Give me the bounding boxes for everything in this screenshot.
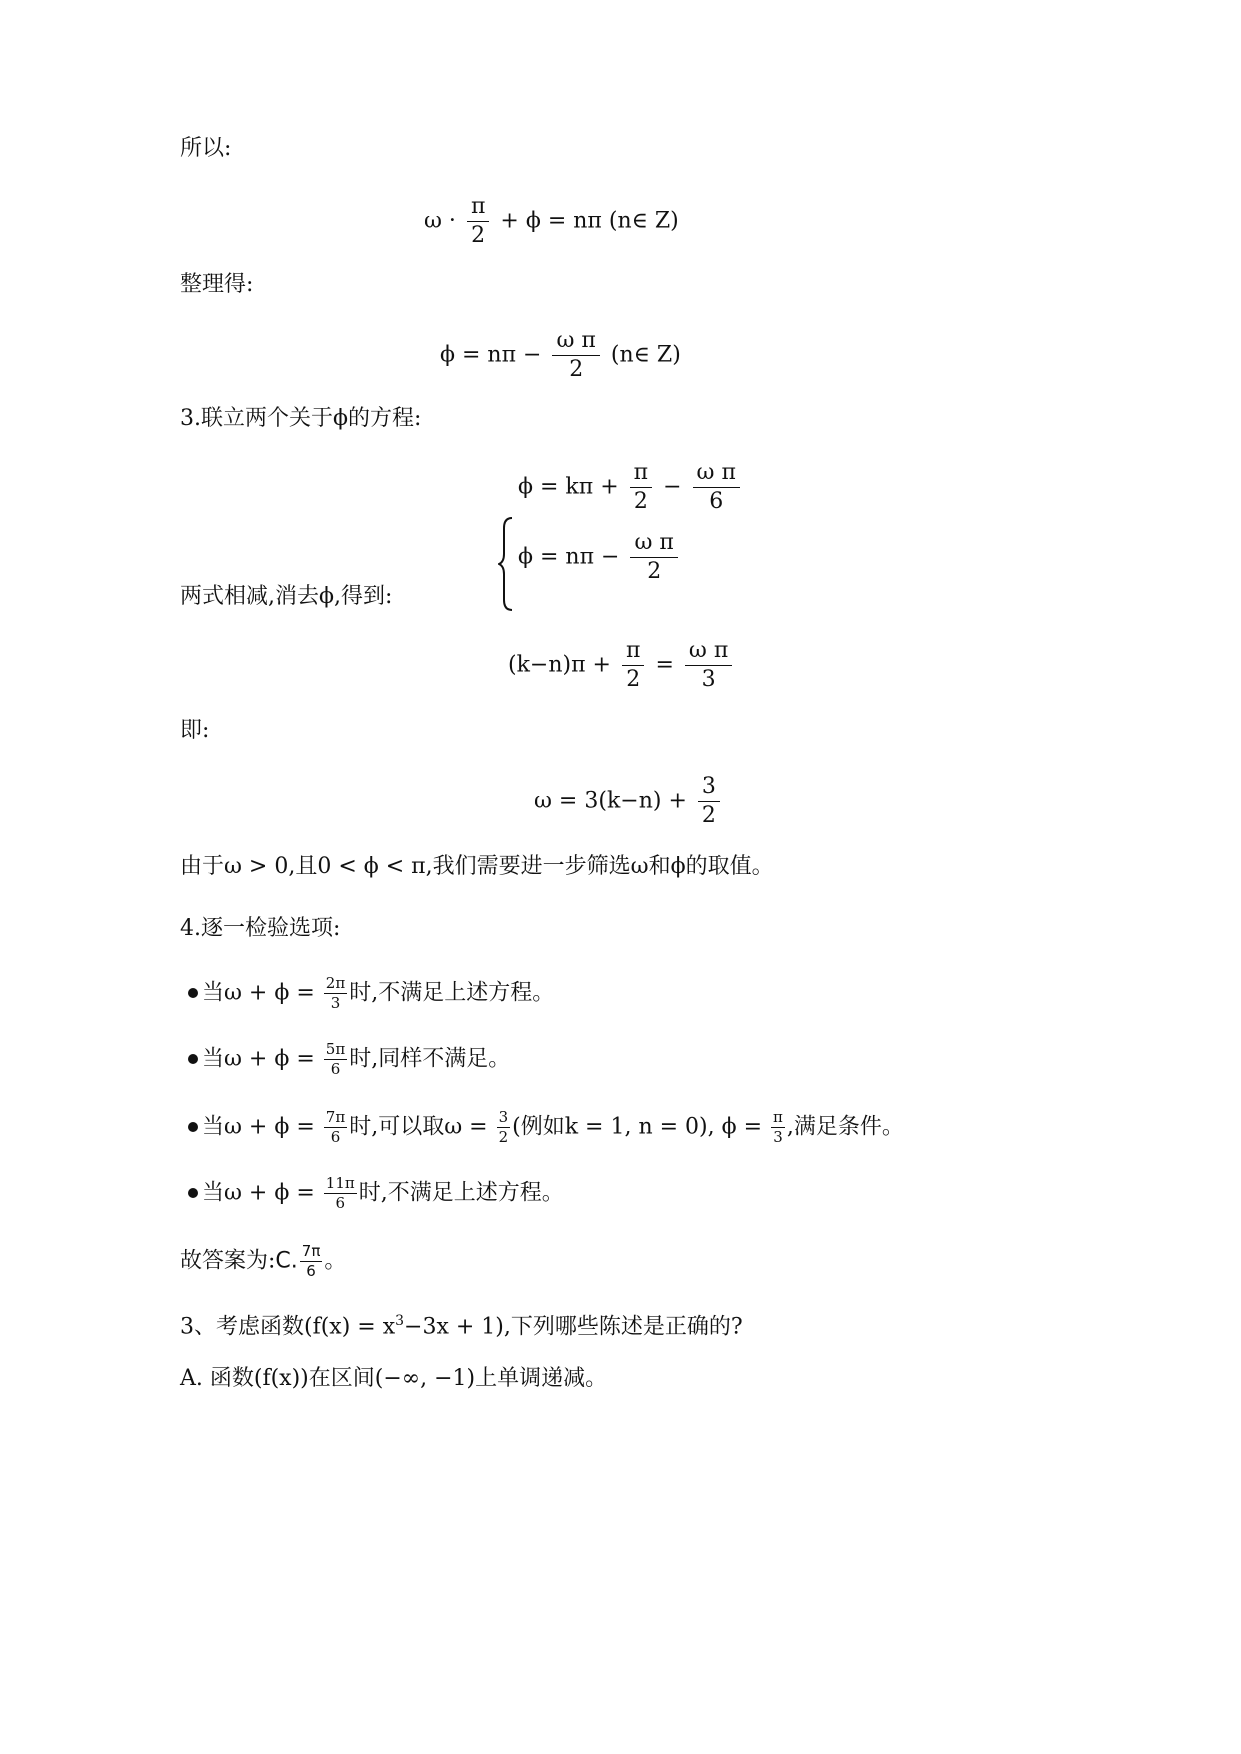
question-3 [180,1306,743,1342]
eq4-left: ω = 3(k−n) + [534,788,687,814]
option-a: A. 函数(f(x))在区间(−∞, −1)上单调递减。 [180,1366,608,1391]
equation-2 [440,330,681,381]
eq1-fraction [467,196,489,247]
bullet3-fraction-2 [497,1110,511,1145]
bullet3-num: 7π [325,1108,346,1126]
system-row2-fraction [630,532,677,583]
bullet1-num: 2π [325,974,346,992]
eq3-left: (k−n)π + [508,652,611,678]
eq4-num: 3 [698,776,720,802]
system-row2-den: 2 [647,559,662,584]
system-row1-den2: 6 [709,489,724,514]
paragraph-youyu: 由于ω > 0,且0 < ϕ < π,我们需要进一步筛选ω和ϕ的取值。 [180,854,774,879]
eq3-fraction-1 [622,640,644,691]
eq1-denominator: 2 [471,223,486,248]
bullet3-fraction-3 [771,1110,785,1145]
paragraph-liangshi: 两式相减,消去ϕ,得到: [180,584,393,609]
bullet3-den2: 2 [498,1128,509,1146]
equation-1 [424,196,679,247]
bullet-item-4 [202,1176,564,1211]
paragraph-zhenglide: 整理得: [180,272,254,297]
system-row1-num2: ω π [693,462,740,488]
answer-fraction [300,1244,323,1279]
bullet4-pre: 当ω + ϕ = [202,1180,315,1206]
answer-end: 。 [324,1248,347,1274]
paragraph-step4: 4.逐一检验选项: [180,916,341,941]
left-brace-icon [498,516,514,612]
q3-rest: −3x + 1),下列哪些陈述是正确的? [404,1314,743,1340]
bullet-dot-icon [188,988,198,998]
bullet-item-1 [202,976,554,1011]
system-row1-den1: 2 [633,489,648,514]
bullet2-pre: 当ω + ϕ = [202,1046,315,1072]
q3-text: 3、考虑函数(f(x) = x [180,1314,396,1340]
bullet3-mid2: (例如k = 1, n = 0), ϕ = [512,1114,763,1140]
answer-option: C. [275,1248,298,1274]
eq3-equals: = [655,652,674,678]
eq2-fraction [552,330,599,381]
bullet4-num: 11π [325,1174,355,1192]
bullet3-num3: π [773,1108,783,1126]
bullet3-num2: 3 [498,1108,509,1126]
eq4-fraction [698,776,720,827]
eq1-numerator: π [467,196,489,222]
bullet4-fraction [324,1176,357,1211]
paragraph-step3: 3.联立两个关于ϕ的方程: [180,406,422,431]
eq2-numerator: ω π [552,330,599,356]
eq3-den2: 3 [701,667,716,692]
bullet3-den3: 3 [773,1128,783,1146]
bullet4-post: 时,不满足上述方程。 [358,1180,564,1206]
answer-den: 6 [306,1262,316,1280]
bullet1-pre: 当ω + ϕ = [202,980,315,1006]
system-row-1 [518,462,744,513]
system-row1-num1: π [630,462,652,488]
eq4-den: 2 [701,803,716,828]
bullet2-den: 6 [330,1060,341,1078]
eq3-num2: ω π [685,640,732,666]
eq3-den1: 2 [626,667,641,692]
bullet-item-3 [202,1110,904,1145]
eq2-left: ϕ = nπ − [440,342,542,368]
bullet3-post: ,满足条件。 [786,1114,904,1140]
bullet-dot-icon [188,1122,198,1132]
system-row-2 [518,532,682,583]
paragraph-suoyi: 所以: [180,136,232,161]
system-row2-left: ϕ = nπ − [518,544,620,570]
bullet-dot-icon [188,1054,198,1064]
bullet2-fraction [324,1042,347,1077]
answer-num: 7π [301,1242,321,1260]
eq3-num1: π [622,640,644,666]
q3-superscript: 3 [395,1313,405,1329]
eq1-rest: + ϕ = nπ (n∈ Z) [500,208,679,234]
eq1-left: ω · [424,208,456,234]
bullet4-den: 6 [335,1194,346,1212]
bullet-item-2 [202,1042,510,1077]
bullet2-num: 5π [325,1040,346,1058]
answer-prefix: 故答案为: [180,1248,276,1274]
eq2-denominator: 2 [569,357,584,382]
bullet2-post: 时,同样不满足。 [349,1046,511,1072]
eq3-fraction-2 [685,640,732,691]
equation-3 [508,640,736,691]
system-row2-num: ω π [630,532,677,558]
bullet1-fraction [324,976,347,1011]
system-row1-left: ϕ = kπ + [518,474,619,500]
system-row1-minus: − [663,474,682,500]
system-row1-fraction-2 [693,462,740,513]
bullet3-den: 6 [330,1128,341,1146]
equation-4 [534,776,724,827]
system-row1-fraction-1 [630,462,652,513]
paragraph-ji: 即: [180,718,210,743]
eq2-rest: (n∈ Z) [610,342,681,368]
bullet-dot-icon [188,1188,198,1198]
bullet1-den: 3 [330,994,341,1012]
bullet1-post: 时,不满足上述方程。 [349,980,555,1006]
bullet3-pre: 当ω + ϕ = [202,1114,315,1140]
answer-line [180,1244,346,1279]
bullet3-mid1: 时,可以取ω = [349,1114,488,1140]
bullet3-fraction-1 [324,1110,347,1145]
